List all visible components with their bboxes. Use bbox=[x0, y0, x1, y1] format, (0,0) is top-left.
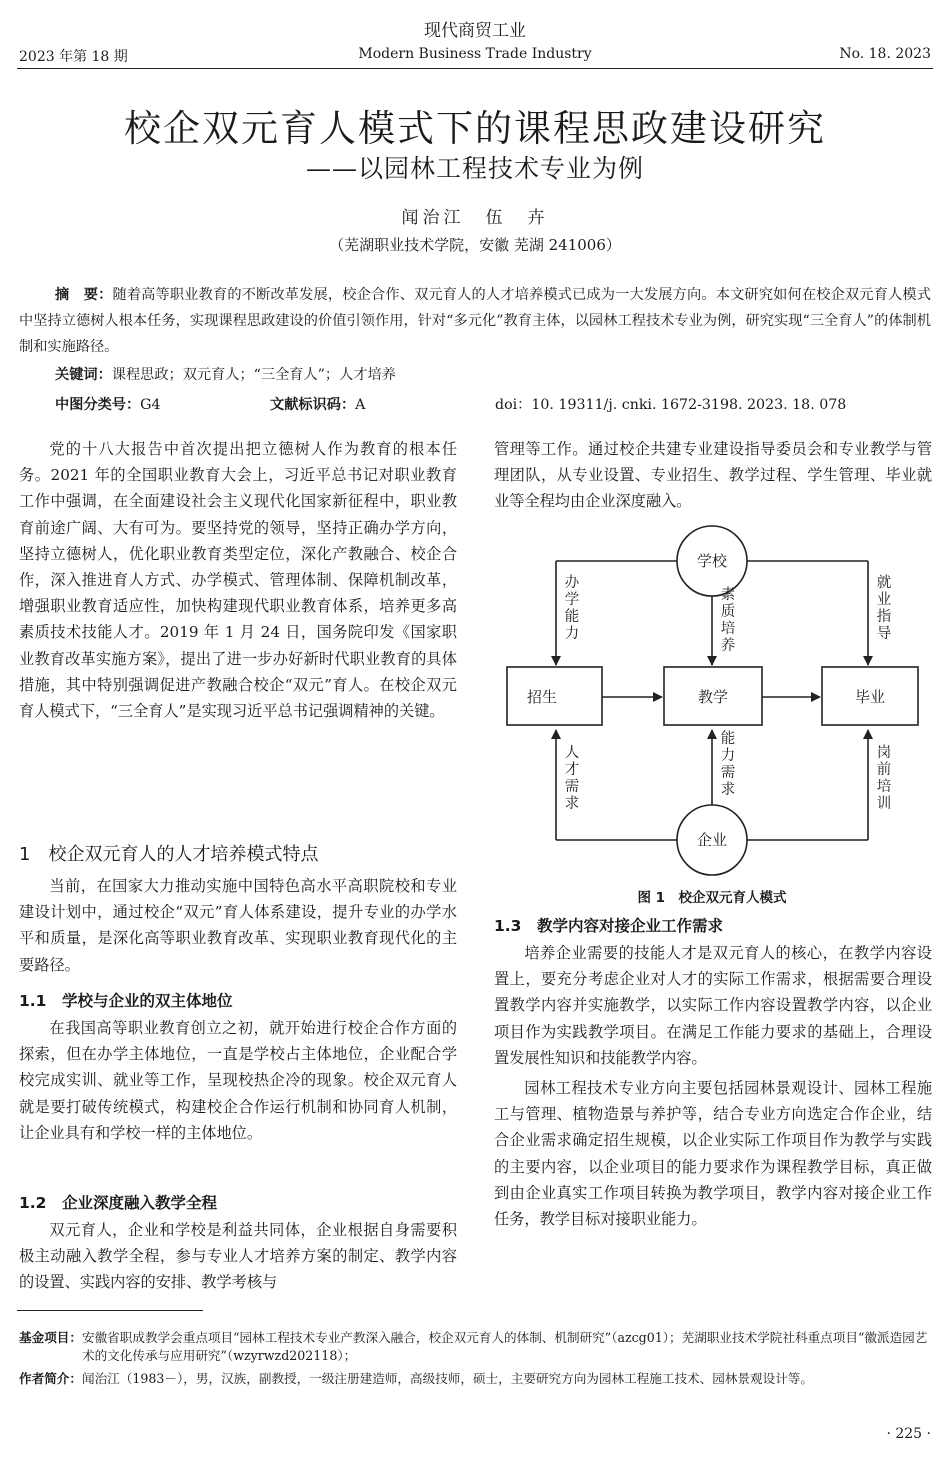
doc-value: A bbox=[355, 397, 366, 413]
arrow-label-right-top: 导 bbox=[876, 626, 892, 642]
teach-label: 教学 bbox=[697, 688, 729, 706]
abstract-label: 摘 要： bbox=[55, 287, 113, 303]
arrow-label-mid-bottom: 能 bbox=[720, 731, 736, 747]
page-number: · 225 · bbox=[886, 1426, 931, 1442]
keywords-text: 课程思政；双元育人；“三全育人”；人才培养 bbox=[111, 367, 396, 383]
section-1-3-heading: 1.3 教学内容对接企业工作需求 bbox=[494, 917, 723, 935]
doi: doi：10. 19311/j. cnki. 1672-3198. 2023. 18. 078 bbox=[495, 397, 847, 413]
section-1-3-paragraph: 培养企业需要的技能人才是双元育人的核心，在教学内容设置上，要充分考虑企业对人才的实际工作需求，根据需要合理设置教学内容并实施教学，以实际工作内容设置教学内容，以企业项目作为实践教学项目。在满足工作能力要求的基础上，合理设置发展性知识和技能教学内容。 bbox=[494, 944, 932, 1067]
section-1-paragraph: 当前，在国家大力推动实施中国特色高水平高职院校和专业建设计划中，通过校企“双元”育人体系建设，提升专业的办学水平和质量，是深化高等职业教育改革、实现职业教育现代化的主要路径。 bbox=[19, 877, 457, 974]
class-value: G4 bbox=[140, 397, 161, 413]
journal-name-cn: 现代商贸工业 bbox=[424, 21, 526, 41]
arrow-label-left-bottom: 才 bbox=[564, 762, 580, 778]
arrow-label-left-top: 能 bbox=[564, 609, 580, 625]
section-1-1-heading: 1.1 学校与企业的双主体地位 bbox=[19, 992, 233, 1010]
issue-label: 2023 年第 18 期 bbox=[19, 49, 128, 65]
section-1-1-body bbox=[19, 1015, 457, 1146]
arrow-label-mid-top: 养 bbox=[720, 638, 736, 654]
keywords bbox=[55, 364, 396, 384]
graduate-label: 毕业 bbox=[854, 688, 886, 706]
doc-label: 文献标识码： bbox=[270, 397, 356, 413]
enroll-label: 招生 bbox=[526, 688, 558, 706]
journal-name-en: Modern Business Trade Industry bbox=[358, 46, 592, 62]
fund-footnote bbox=[19, 1329, 931, 1365]
arrow-label-right-top: 指 bbox=[876, 609, 892, 625]
figure-1-caption: 图 1 校企双元育人模式 bbox=[637, 890, 787, 906]
arrow-label-right-bottom: 训 bbox=[876, 796, 892, 812]
author-text: 闻治江（1983－），男，汉族，副教授，一级注册建造师，高级技师，硕士，主要研究方向为园林工程施工技术、园林景观设计等。 bbox=[81, 1371, 813, 1386]
section-1-body bbox=[19, 873, 457, 978]
enterprise-label: 企业 bbox=[696, 831, 728, 849]
abstract-text: 随着高等职业教育的不断改革发展，校企合作、双元育人的人才培养模式已成为一大发展方向。本文研究如何在校企双元育人模式中坚持立德树人根本任务，实现课程思政建设的价值引领作用，针对“多元化”教育主体，以园林工程技术专业为例，研究实现“三全育人”的体制机制和实施路径。 bbox=[19, 287, 931, 355]
author-label: 作者简介： bbox=[19, 1371, 82, 1386]
arrow-label-left-bottom: 人 bbox=[564, 745, 580, 761]
article-subtitle: ——以园林工程技术专业为例 bbox=[305, 154, 644, 183]
school-label: 学校 bbox=[696, 552, 728, 570]
arrow-label-left-top: 力 bbox=[564, 626, 580, 642]
section-1-1-paragraph: 在我国高等职业教育创立之初，就开始进行校企合作方面的探索，但在办学主体地位，一直是学校占主体地位，企业配合学校完成实训、就业等工作，呈现校热企冷的现象。校企双元育人就是要打破传统模式，构建校企合作运行机制和协同育人机制，让企业具有和学校一样的主体地位。 bbox=[19, 1019, 457, 1142]
arrow-label-mid-bottom: 力 bbox=[720, 748, 736, 764]
author-footnote bbox=[19, 1370, 931, 1388]
fund-text: 安徽省职成教学会重点项目“园林工程技术专业产教深入融合，校企双元育人的体制、机制研究”（azcg01）；芜湖职业技术学院社科重点项目“徽派造园艺术的文化传承与应用研究”（wzyrwzd202118）； bbox=[81, 1330, 928, 1363]
article-title: 校企双元育人模式下的课程思政建设研究 bbox=[124, 107, 826, 150]
right-column-top bbox=[494, 436, 932, 515]
header-rule bbox=[17, 68, 933, 69]
section-1-2-body bbox=[19, 1217, 457, 1296]
footnote-rule bbox=[17, 1310, 203, 1311]
classification bbox=[55, 394, 161, 414]
arrow-label-right-top: 业 bbox=[876, 592, 892, 608]
section-1-3-paragraph-2: 园林工程技术专业方向主要包括园林景观设计、园林工程施工与管理、植物造景与养护等，结合专业方向选定合作企业，结合企业需求确定招生规模，以企业实际工作项目作为教学与实践的主要内容，以企业项目的能力要求作为课程教学目标，真正做到由企业真实工作项目转换为教学项目，教学内容对接企业工作任务，教学目标对接职业能力。 bbox=[494, 1079, 932, 1229]
arrow-label-mid-top: 素 bbox=[720, 587, 736, 603]
arrow-label-left-bottom: 求 bbox=[564, 796, 580, 812]
section-1-2-heading: 1.2 企业深度融入教学全程 bbox=[19, 1194, 217, 1212]
arrow-label-mid-bottom: 求 bbox=[720, 782, 736, 798]
issue-number: No. 18. 2023 bbox=[839, 46, 931, 62]
class-label: 中图分类号： bbox=[55, 397, 141, 413]
arrow-label-mid-top: 培 bbox=[720, 621, 736, 637]
fund-label: 基金项目： bbox=[19, 1330, 82, 1345]
arrow-label-right-bottom: 前 bbox=[876, 762, 892, 778]
section-1-2-paragraph: 双元育人，企业和学校是利益共同体，企业根据自身需要积极主动融入教学全程，参与专业人才培养方案的制定、教学内容的设置、实践内容的安排、教学考核与 bbox=[19, 1221, 457, 1292]
document-code bbox=[270, 394, 365, 414]
arrow-label-mid-bottom: 需 bbox=[720, 765, 736, 781]
section-1-heading: 1 校企双元育人的人才培养模式特点 bbox=[19, 844, 319, 865]
arrow-label-right-bottom: 岗 bbox=[876, 745, 892, 761]
arrow-label-right-bottom: 培 bbox=[876, 779, 892, 795]
section-1-3-body bbox=[494, 940, 932, 1232]
figure-1-diagram bbox=[492, 525, 932, 885]
arrow-label-left-bottom: 需 bbox=[564, 779, 580, 795]
keywords-label: 关键词： bbox=[55, 367, 112, 383]
arrow-label-left-top: 办 bbox=[564, 575, 580, 591]
section-1-2-continued: 管理等工作。通过校企共建专业建设指导委员会和专业教学与管理团队，从专业设置、专业招生、教学过程、学生管理、毕业就业等全程均由企业深度融入。 bbox=[494, 440, 932, 511]
author-names: 闻治江 伍 卉 bbox=[401, 208, 549, 228]
arrow-label-left-top: 学 bbox=[564, 592, 580, 608]
affiliation: （芜湖职业技术学院，安徽 芜湖 241006） bbox=[329, 236, 621, 254]
intro-paragraph: 党的十八大报告中首次提出把立德树人作为教育的根本任务。2021 年的全国职业教育大会上，习近平总书记对职业教育工作中强调，在全面建设社会主义现代化国家新征程中，职业教育前途广阔、大有可为。要坚持党的领导，坚持正确办学方向，坚持立德树人，优化职业教育类型定位，深化产教融合、校企合作，深入推进育人方式、办学模式、管理体制、保障机制改革，增强职业教育适应性，加快构建现代职业教育体系，培养更多高素质技术技能人才。2019 年 1 月 24 日，国务院印发《国家职业教育改革实施方案》，提出了进一步办好新时代职业教育的具体措施，其中特别强调促进产教融合校企“双元”育人。在校企双元育人模式下，“三全育人”是实现习近平总书记强调精神的关键。 bbox=[19, 440, 457, 721]
arrow-label-right-top: 就 bbox=[876, 575, 892, 591]
arrow-label-mid-top: 质 bbox=[720, 604, 736, 620]
abstract bbox=[19, 282, 931, 360]
left-column bbox=[19, 436, 457, 724]
